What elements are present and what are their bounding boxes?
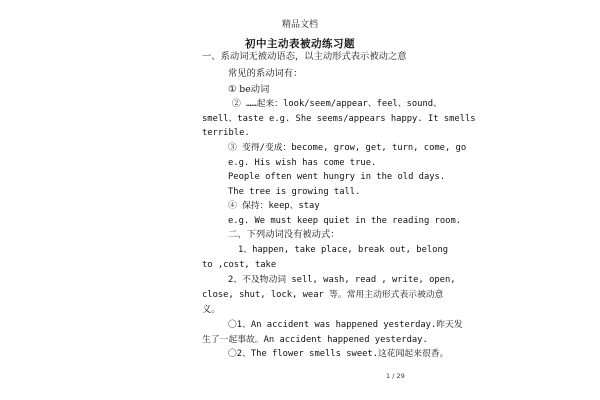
text-line: close, shut, lock, wear 等。常用主动形式表示被动意 [202, 290, 444, 300]
section-heading-2: 二、下列动词没有被动式： [228, 229, 340, 240]
text-line: e.g. We must keep quiet in the reading room. [228, 216, 462, 226]
example-line: 生了一起事故。An accident happened yesterday. [202, 335, 428, 345]
text-line: 义。 [202, 304, 221, 315]
text-line: terrible. [202, 128, 250, 138]
page-title: 初中主动表被动练习题 [245, 38, 355, 50]
text-line: e.g. His wish has come true. [228, 158, 377, 168]
text-line: ① be动词 [228, 84, 270, 95]
example-line: 〇1、An accident was happened yesterday.昨天发 [228, 320, 463, 330]
document-header: 精品文档 [281, 20, 318, 30]
text-line: ④ 保持：keep、stay [228, 201, 320, 211]
text-line: 常见的系动词有： [228, 68, 303, 79]
text-line: The tree is growing tall. [228, 187, 361, 197]
section-heading-1: 一、系动词无被动语态，以主动形式表示被动之意 [202, 51, 407, 62]
page-number: 1 / 29 [386, 372, 405, 380]
text-line: 2、不及物动词 sell, wash, read , write, open, [228, 275, 456, 285]
text-line: People often went hungry in the old days. [228, 172, 446, 182]
text-line: smell、taste e.g. She seems/appears happy. It smells [202, 114, 476, 124]
text-line: to ,cost, take [202, 260, 277, 270]
example-line: 〇2、The flower smells sweet.这花闻起来很香。 [228, 349, 449, 359]
text-line: ③ 变得/变成：become, grow, get, turn, come, go [228, 143, 467, 153]
text-line: ② ……起来：look/seem/appear、feel、sound、 [232, 99, 442, 109]
text-line: 1、happen, take place, break out, belong [238, 245, 449, 255]
